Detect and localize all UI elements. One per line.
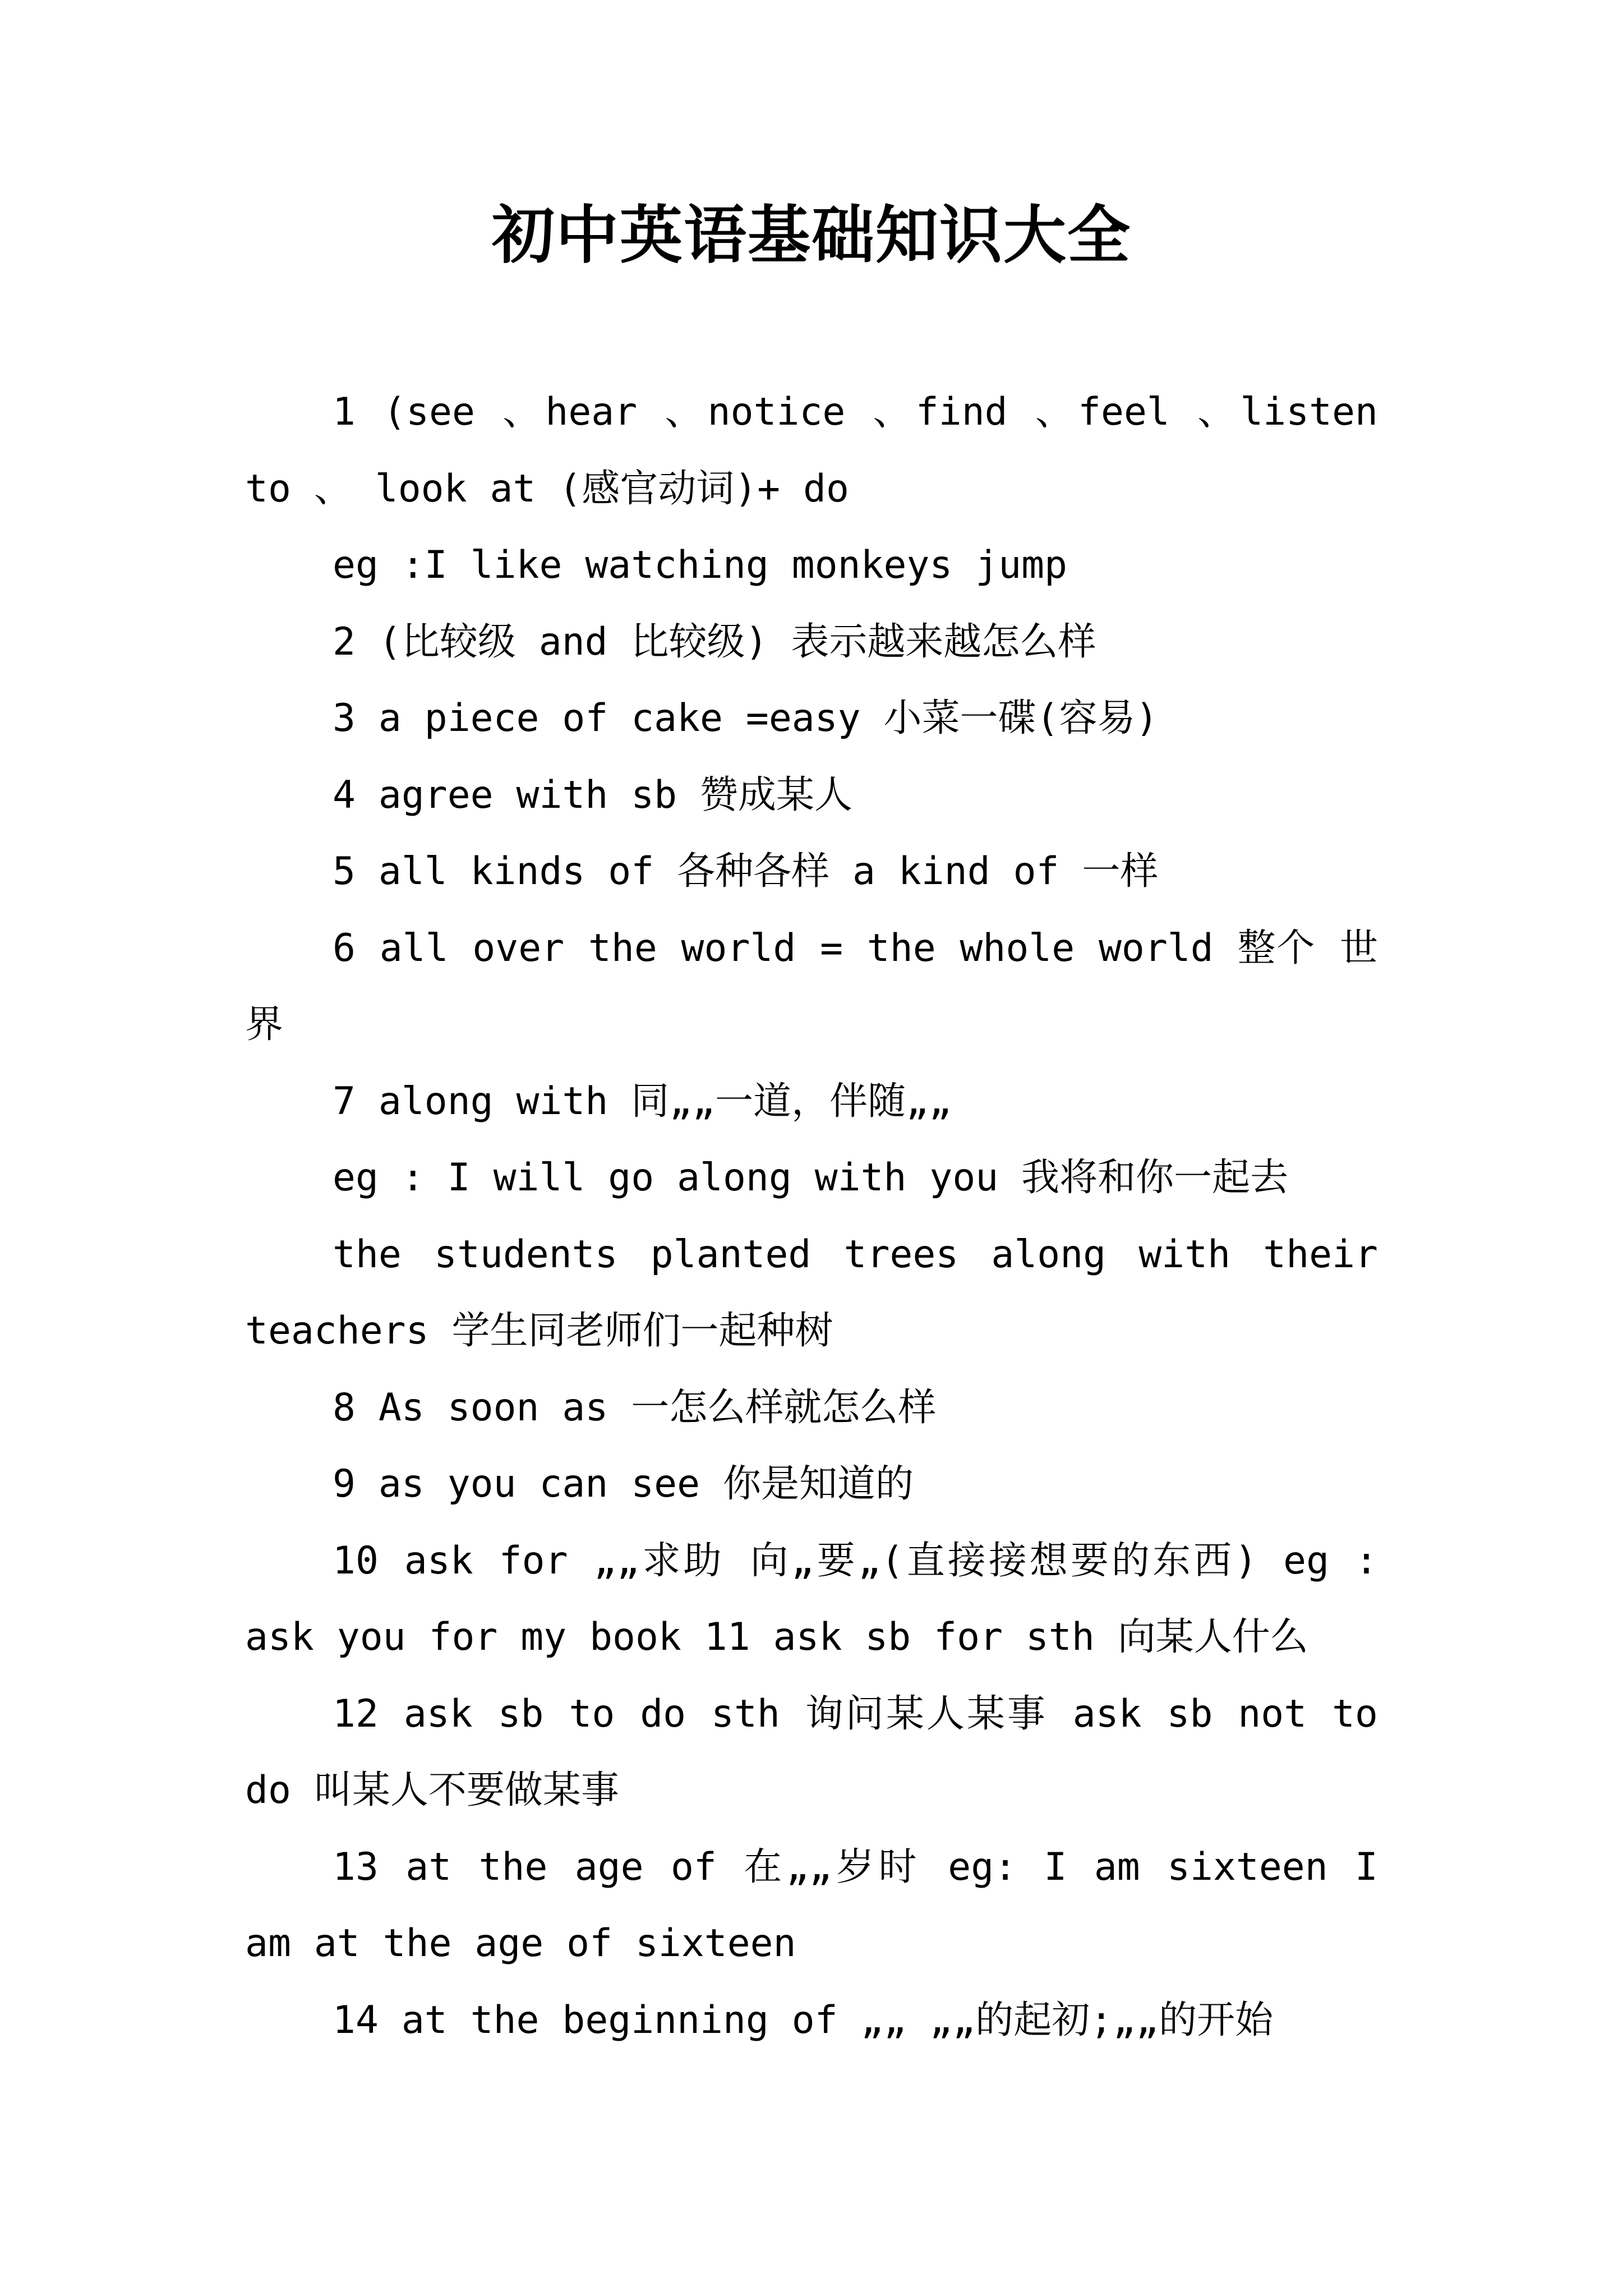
- paragraph-10: the students planted trees along with their teachers 学生同老师们一起种树: [245, 1232, 1378, 1353]
- paragraph-6: 5 all kinds of 各种各样 a kind of 一样: [333, 849, 1159, 894]
- paragraph-16: 14 at the beginning of „„ „„的起初;„„的开始: [333, 1998, 1274, 2042]
- paragraph-12: 9 as you can see 你是知道的: [333, 1462, 914, 1506]
- paragraph-4: 3 a piece of cake =easy 小菜一碟(容易): [333, 696, 1159, 740]
- paragraph-11: 8 As soon as 一怎么样就怎么样: [333, 1385, 937, 1430]
- paragraph-7: 6 all over the world = the whole world 整个 世界: [245, 926, 1378, 1047]
- paragraph-1: 1 (see 、hear 、notice 、find 、feel 、listen to 、 look at (感官动词)+ do: [245, 390, 1378, 511]
- paragraph-14: 12 ask sb to do sth 询问某人某事 ask sb not to do 叫某人不要做某事: [245, 1691, 1378, 1812]
- paragraph-2: eg :I like watching monkeys jump: [333, 543, 1068, 587]
- paragraph-15: 13 at the age of 在„„岁时 eg: I am sixteen I am at the age of sixteen: [245, 1844, 1378, 1966]
- paragraph-9: eg : I will go along with you 我将和你一起去: [333, 1156, 1289, 1200]
- paragraph-3: 2 (比较级 and 比较级) 表示越来越怎么样: [333, 619, 1096, 664]
- paragraph-5: 4 agree with sb 赞成某人: [333, 772, 853, 817]
- document-title: 初中英语基础知识大全: [492, 199, 1131, 272]
- paragraph-8: 7 along with 同„„一道，伴随„„: [333, 1079, 952, 1124]
- document-body: [245, 374, 1378, 2059]
- paragraph-13: 10 ask for „„求助 向„要„(直接接想要的东西) eg : ask you for my book 11 ask sb for sth 向某人什么: [245, 1538, 1378, 1659]
